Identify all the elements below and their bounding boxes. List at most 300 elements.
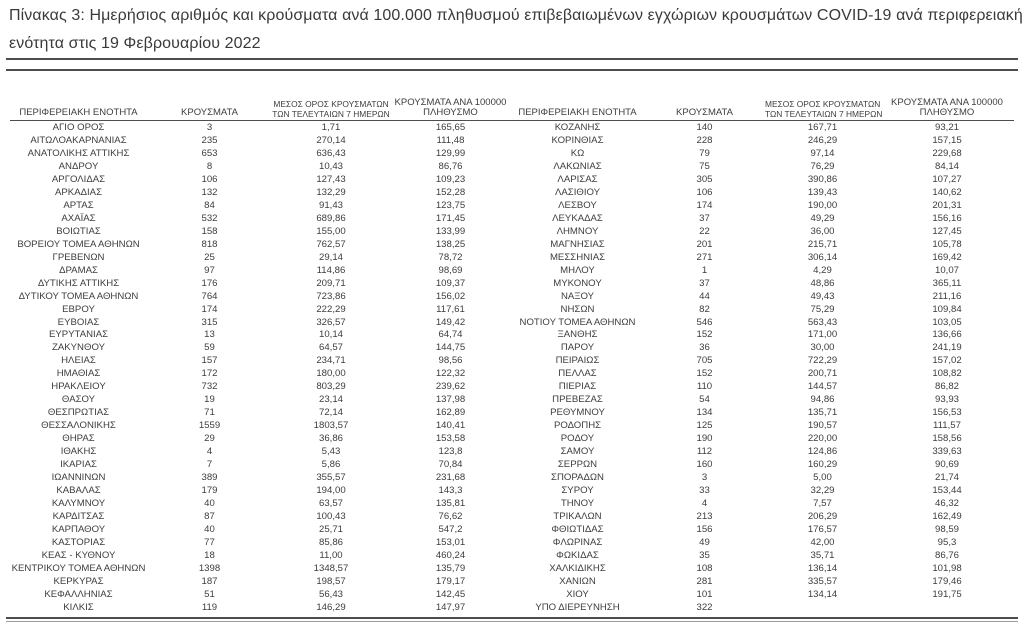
table-row [10, 238, 1014, 251]
region-cell: ΛΗΜΝΟΥ [556, 225, 599, 237]
value-cell: 162,49 [932, 511, 962, 523]
value-cell: 108 [696, 562, 713, 574]
region-cell: ΑΡΚΑΔΙΑΣ [55, 186, 102, 198]
value-cell: 18 [204, 549, 215, 561]
header-avg7-left-line1: ΜΕΣΟΣ ΟΡΟΣ ΚΡΟΥΣΜΑΤΩΝ [273, 99, 389, 110]
region-cell: ΔΡΑΜΑΣ [59, 264, 98, 276]
value-cell: 546 [696, 316, 713, 328]
value-cell: 140 [696, 121, 713, 133]
value-cell: 365,11 [932, 277, 962, 289]
value-cell: 153,01 [435, 536, 466, 548]
header-avg7-left-line2: ΤΩΝ ΤΕΛΕΥΤΑΙΩΝ 7 ΗΜΕΡΩΝ [272, 108, 390, 119]
value-cell: 133,99 [435, 225, 466, 237]
value-cell: 171,45 [435, 212, 466, 224]
value-cell: 229,68 [932, 147, 962, 159]
region-cell: ΑΧΑΪΑΣ [61, 212, 96, 224]
header-region-right: ΠΕΡΙΦΕΡΕΙΑΚΗ ΕΝΟΤΗΤΑ [518, 107, 637, 119]
region-cell: ΝΟΤΙΟΥ ΤΟΜΕΑ ΑΘΗΝΩΝ [519, 316, 636, 328]
value-cell: 200,71 [807, 368, 838, 380]
region-cell: ΣΠΟΡΑΔΩΝ [551, 472, 604, 484]
value-cell: 134,14 [807, 588, 838, 600]
region-cell: ΚΕΑΣ - ΚΥΘΝΟΥ [41, 549, 116, 561]
table-row [10, 458, 1014, 471]
region-cell: ΚΑΡΔΙΤΣΑΣ [52, 511, 105, 523]
header-per100k-left [390, 98, 511, 119]
region-cell: ΚΕΦΑΛΛΗΝΙΑΣ [44, 588, 113, 600]
value-cell: 37 [699, 212, 710, 224]
value-cell: 155,00 [316, 225, 346, 237]
value-cell: 201 [696, 238, 713, 250]
region-cell: ΦΩΚΙΔΑΣ [556, 549, 599, 561]
value-cell: 30,00 [810, 342, 835, 354]
value-cell: 135,79 [435, 562, 466, 574]
table-row [10, 160, 1014, 173]
region-cell: ΛΑΡΙΣΑΣ [557, 173, 598, 185]
value-cell: 339,63 [932, 446, 962, 458]
value-cell: 220,00 [807, 433, 838, 445]
table-row [10, 445, 1014, 458]
table-row [10, 497, 1014, 510]
region-cell: ΜΑΓΝΗΣΙΑΣ [550, 238, 605, 250]
value-cell: 84 [204, 199, 215, 211]
value-cell: 29 [204, 433, 215, 445]
value-cell: 37 [699, 277, 710, 289]
table-row [10, 419, 1014, 432]
value-cell: 156 [696, 524, 713, 536]
value-cell: 40 [204, 498, 215, 510]
value-cell: 762,57 [316, 238, 346, 250]
region-cell: ΜΕΣΣΗΝΙΑΣ [549, 251, 606, 263]
value-cell: 169,42 [932, 251, 962, 263]
value-cell: 4,29 [813, 264, 832, 276]
value-cell: 63,57 [318, 498, 343, 510]
value-cell: 49,29 [810, 212, 835, 224]
value-cell: 705 [696, 355, 713, 367]
region-cell: ΑΝΑΤΟΛΙΚΗΣ ΑΤΤΙΚΗΣ [27, 147, 130, 159]
value-cell: 86,76 [934, 549, 959, 561]
region-cell: ΚΑΣΤΟΡΙΑΣ [51, 536, 106, 548]
table-row [10, 484, 1014, 497]
value-cell: 179,46 [932, 575, 962, 587]
table-row [10, 510, 1014, 523]
region-cell: ΣΕΡΡΩΝ [557, 459, 598, 471]
value-cell: 139,43 [807, 186, 838, 198]
value-cell: 32,29 [810, 485, 835, 497]
region-cell: ΑΓΙΟ ΟΡΟΣ [52, 121, 105, 133]
value-cell: 25 [204, 251, 215, 263]
table-row [10, 601, 1014, 614]
value-cell: 140,41 [435, 420, 466, 432]
value-cell: 389 [201, 472, 218, 484]
region-cell: ΜΥΚΟΝΟΥ [553, 277, 602, 289]
region-cell: ΚΟΡΙΝΘΙΑΣ [551, 134, 604, 146]
value-cell: 84,14 [934, 160, 959, 172]
value-cell: 764 [201, 290, 218, 302]
value-cell: 86,76 [438, 160, 463, 172]
table-row [10, 432, 1014, 445]
header-cases-left: ΚΡΟΥΣΜΑΤΑ [181, 107, 238, 119]
value-cell: 152 [696, 368, 713, 380]
header-per100k-right-line1: ΚΡΟΥΣΜΑΤΑ ΑΝΑ 100000 [891, 96, 1003, 108]
region-cell: ΙΚΑΡΙΑΣ [60, 459, 97, 471]
value-cell: 111,48 [436, 134, 465, 146]
value-cell: 231,68 [435, 472, 466, 484]
value-cell: 59 [204, 342, 215, 354]
region-cell: ΘΕΣΣΑΛΟΝΙΚΗΣ [41, 420, 116, 432]
value-cell: 160 [696, 459, 713, 471]
value-cell: 137,98 [435, 394, 466, 406]
table-row [10, 186, 1014, 199]
value-cell: 100,43 [316, 511, 346, 523]
value-cell: 135,71 [807, 407, 838, 419]
value-cell: 722,29 [807, 355, 838, 367]
region-cell: ΗΛΕΙΑΣ [61, 355, 96, 367]
table-row [10, 121, 1014, 134]
value-cell: 44 [699, 290, 710, 302]
value-cell: 10,14 [318, 329, 343, 341]
value-cell: 91,43 [318, 199, 343, 211]
value-cell: 135,81 [435, 498, 466, 510]
table-row [10, 316, 1014, 329]
region-cell: ΚΑΡΠΑΘΟΥ [51, 524, 106, 536]
value-cell: 172 [201, 368, 218, 380]
value-cell: 33 [699, 485, 710, 497]
header-cases-right: ΚΡΟΥΣΜΑΤΑ [676, 107, 733, 119]
region-cell: ΣΥΡΟΥ [561, 485, 594, 497]
table-body [10, 121, 1014, 614]
value-cell: 93,93 [934, 394, 959, 406]
value-cell: 49 [699, 536, 710, 548]
region-cell: ΚΟΖΑΝΗΣ [554, 121, 601, 133]
region-cell: ΒΟΙΩΤΙΑΣ [56, 225, 101, 237]
value-cell: 1398 [198, 562, 221, 574]
region-cell: ΑΡΤΑΣ [63, 199, 94, 211]
table-row [10, 341, 1014, 354]
value-cell: 127,43 [316, 173, 346, 185]
region-cell: ΕΥΒΟΙΑΣ [57, 316, 100, 328]
value-cell: 132,29 [316, 186, 346, 198]
table-row [10, 225, 1014, 238]
value-cell: 818 [201, 238, 218, 250]
value-cell: 138,25 [435, 238, 466, 250]
value-cell: 149,42 [435, 316, 466, 328]
region-cell: ΤΡΙΚΑΛΩΝ [553, 511, 602, 523]
value-cell: 51 [204, 588, 215, 600]
value-cell: 190 [696, 433, 713, 445]
value-cell: 1,71 [321, 121, 341, 133]
value-cell: 93,21 [934, 121, 959, 133]
value-cell: 109,37 [435, 277, 466, 289]
value-cell: 547,2 [438, 524, 463, 536]
value-cell: 156,02 [435, 290, 466, 302]
value-cell: 1 [701, 264, 708, 276]
region-cell: ΛΕΣΒΟΥ [558, 199, 597, 211]
value-cell: 48,86 [810, 277, 835, 289]
value-cell: 157 [201, 355, 218, 367]
value-cell: 1559 [198, 420, 221, 432]
table-row [10, 367, 1014, 380]
value-cell: 105,78 [932, 238, 962, 250]
table-row [10, 562, 1014, 575]
value-cell: 107,27 [932, 173, 962, 185]
value-cell: 4 [206, 446, 213, 458]
table-row [10, 575, 1014, 588]
region-cell: ΚΕΡΚΥΡΑΣ [53, 575, 104, 587]
value-cell: 36,86 [318, 433, 343, 445]
value-cell: 723,86 [316, 290, 346, 302]
value-cell: 129,99 [435, 147, 466, 159]
value-cell: 1803,57 [313, 420, 349, 432]
table-row [10, 251, 1014, 264]
region-cell: ΚΙΛΚΙΣ [63, 601, 94, 613]
value-cell: 76,29 [810, 160, 835, 172]
value-cell: 123,8 [438, 446, 463, 458]
region-cell: ΘΕΣΠΡΩΤΙΑΣ [47, 407, 110, 419]
region-cell: ΤΗΝΟΥ [560, 498, 595, 510]
value-cell: 71 [204, 407, 215, 419]
value-cell: 270,14 [316, 134, 346, 146]
value-cell: 10,07 [934, 264, 959, 276]
value-cell: 234,71 [316, 355, 346, 367]
table-row [10, 393, 1014, 406]
value-cell: 78,72 [438, 251, 463, 263]
value-cell: 122,32 [435, 368, 466, 380]
region-cell: ΔΥΤΙΚΗΣ ΑΤΤΙΚΗΣ [37, 277, 120, 289]
value-cell: 85,86 [318, 536, 343, 548]
table-row [10, 588, 1014, 601]
value-cell: 106 [696, 186, 713, 198]
region-cell: ΡΟΔΟΥ [560, 433, 595, 445]
region-cell: ΝΑΞΟΥ [560, 290, 595, 302]
value-cell: 179,17 [435, 575, 466, 587]
value-cell: 3 [206, 121, 213, 133]
value-cell: 144,57 [807, 381, 838, 393]
value-cell: 123,75 [435, 199, 466, 211]
value-cell: 636,43 [316, 147, 346, 159]
value-cell: 157,15 [932, 134, 962, 146]
value-cell: 111,57 [933, 420, 961, 432]
table-row [10, 549, 1014, 562]
value-cell: 158 [201, 225, 218, 237]
value-cell: 211,16 [932, 290, 962, 302]
value-cell: 156,16 [932, 212, 962, 224]
value-cell: 95,3 [937, 536, 957, 548]
value-cell: 7 [206, 459, 213, 471]
value-cell: 35 [699, 549, 710, 561]
value-cell: 190,00 [807, 199, 838, 211]
value-cell: 174 [201, 303, 218, 315]
value-cell: 153,58 [435, 433, 466, 445]
region-cell: ΙΘΑΚΗΣ [60, 446, 97, 458]
value-cell: 134 [696, 407, 713, 419]
region-cell: ΔΥΤΙΚΟΥ ΤΟΜΕΑ ΑΘΗΝΩΝ [18, 290, 139, 302]
region-cell: ΓΡΕΒΕΝΩΝ [52, 251, 105, 263]
value-cell: 390,86 [807, 173, 838, 185]
value-cell: 94,86 [810, 394, 835, 406]
value-cell: 114,86 [316, 264, 346, 276]
value-cell: 158,56 [932, 433, 962, 445]
table-row [10, 329, 1014, 342]
region-cell: ΕΒΡΟΥ [62, 303, 95, 315]
table-row [10, 134, 1014, 147]
value-cell: 10,43 [318, 160, 343, 172]
value-cell: 157,02 [932, 355, 962, 367]
value-cell: 124,86 [807, 446, 838, 458]
region-cell: ΚΕΝΤΡΙΚΟΥ ΤΟΜΕΑ ΑΘΗΝΩΝ [11, 562, 146, 574]
value-cell: 25,71 [318, 524, 343, 536]
value-cell: 532 [201, 212, 218, 224]
value-cell: 179 [201, 485, 218, 497]
region-cell: ΚΑΒΑΛΑΣ [56, 485, 101, 497]
value-cell: 5,43 [321, 446, 341, 458]
value-cell: 335,57 [807, 575, 838, 587]
header-avg7-left [272, 100, 390, 119]
table-row [10, 536, 1014, 549]
value-cell: 153,44 [932, 485, 962, 497]
table-row [10, 264, 1014, 277]
value-cell: 239,62 [435, 381, 466, 393]
region-cell: ΗΜΑΘΙΑΣ [56, 368, 101, 380]
value-cell: 322 [696, 601, 713, 613]
value-cell: 355,57 [316, 472, 346, 484]
header-per100k-right [880, 98, 1014, 119]
value-cell: 29,14 [318, 251, 343, 263]
table-row [10, 212, 1014, 225]
table-row [10, 290, 1014, 303]
region-cell: ΜΗΛΟΥ [560, 264, 595, 276]
value-cell: 108,82 [932, 368, 962, 380]
region-cell: ΛΕΥΚΑΔΑΣ [552, 212, 603, 224]
value-cell: 72,14 [318, 407, 343, 419]
header-avg7-right-line2: ΤΩΝ ΤΕΛΕΥΤΑΙΩΝ 7 ΗΜΕΡΩΝ [765, 108, 883, 119]
value-cell: 160,29 [807, 459, 838, 471]
table-row [10, 406, 1014, 419]
value-cell: 112 [696, 446, 713, 458]
region-cell: ΦΘΙΩΤΙΔΑΣ [551, 524, 604, 536]
value-cell: 5,00 [813, 472, 832, 484]
value-cell: 22 [699, 225, 710, 237]
region-cell: ΙΩΑΝΝΙΝΩΝ [51, 472, 106, 484]
region-cell: ΑΙΤΩΛΟΑΚΑΡΝΑΝΙΑΣ [30, 134, 127, 146]
header-avg7-right [765, 99, 883, 119]
value-cell: 11,00 [319, 549, 343, 561]
table-title-line-2: ενότητα στις 19 Φεβρουαρίου 2022 [9, 35, 261, 52]
value-cell: 206,29 [807, 511, 838, 523]
value-cell: 42,00 [810, 536, 835, 548]
value-cell: 213 [696, 511, 713, 523]
value-cell: 1348,57 [313, 562, 349, 574]
table-row [10, 147, 1014, 160]
table-header-row [10, 86, 1014, 121]
region-cell: ΞΑΝΘΗΣ [557, 329, 598, 341]
value-cell: 689,86 [316, 212, 346, 224]
value-cell: 803,29 [316, 381, 346, 393]
value-cell: 56,43 [318, 588, 343, 600]
region-cell: ΡΟΔΟΠΗΣ [553, 420, 602, 432]
value-cell: 190,57 [807, 420, 838, 432]
value-cell: 40 [204, 524, 215, 536]
region-cell: ΥΠΟ ΔΙΕΡΕΥΝΗΣΗ [535, 601, 620, 613]
top-rule-1 [6, 58, 1018, 60]
value-cell: 98,69 [438, 264, 463, 276]
value-cell: 77 [204, 536, 215, 548]
header-avg7-right-line1: ΜΕΣΟΣ ΟΡΟΣ ΚΡΟΥΣΜΑΤΩΝ [765, 99, 881, 110]
value-cell: 146,29 [316, 601, 346, 613]
value-cell: 75 [699, 160, 710, 172]
table-row [10, 199, 1014, 212]
value-cell: 174 [696, 199, 713, 211]
bottom-rule-1 [6, 617, 1018, 619]
region-cell: ΛΑΚΩΝΙΑΣ [553, 160, 602, 172]
value-cell: 54 [699, 394, 710, 406]
region-cell: ΠΕΛΛΑΣ [558, 368, 597, 380]
value-cell: 142,45 [435, 588, 466, 600]
value-cell: 49,43 [810, 290, 835, 302]
region-cell: ΛΑΣΙΘΙΟΥ [554, 186, 601, 198]
value-cell: 98,56 [438, 355, 463, 367]
region-cell: ΝΗΣΩΝ [560, 303, 595, 315]
value-cell: 191,75 [932, 588, 962, 600]
value-cell: 127,45 [932, 225, 962, 237]
value-cell: 101 [696, 588, 713, 600]
region-cell: ΚΩ [570, 147, 585, 159]
region-cell: ΠΑΡΟΥ [560, 342, 595, 354]
bottom-rule-2 [6, 621, 1018, 622]
top-rule-2 [6, 69, 1018, 71]
value-cell: 119 [201, 601, 218, 613]
value-cell: 117,61 [436, 303, 465, 315]
value-cell: 209,71 [316, 277, 346, 289]
value-cell: 35,71 [810, 549, 835, 561]
value-cell: 64,57 [318, 342, 343, 354]
value-cell: 3 [701, 472, 708, 484]
value-cell: 75,29 [810, 303, 835, 315]
value-cell: 136,66 [932, 329, 962, 341]
table-row [10, 380, 1014, 393]
value-cell: 103,05 [932, 316, 962, 328]
value-cell: 176,57 [807, 524, 838, 536]
value-cell: 143,3 [438, 485, 463, 497]
value-cell: 732 [201, 381, 218, 393]
value-cell: 306,14 [807, 251, 838, 263]
region-cell: ΕΥΡΥΤΑΝΙΑΣ [48, 329, 109, 341]
value-cell: 152 [696, 329, 713, 341]
region-cell: ΠΙΕΡΙΑΣ [558, 381, 597, 393]
value-cell: 97 [204, 264, 215, 276]
value-cell: 165,65 [435, 121, 466, 133]
value-cell: 228 [696, 134, 713, 146]
header-per100k-right-line2: ΠΛΗΘΥΣΜΟ [919, 107, 975, 119]
value-cell: 86,82 [934, 381, 959, 393]
value-cell: 187 [201, 575, 218, 587]
table-row [10, 277, 1014, 290]
value-cell: 180,00 [316, 368, 346, 380]
value-cell: 97,14 [810, 147, 835, 159]
value-cell: 162,89 [435, 407, 466, 419]
region-cell: ΑΡΓΟΛΙΔΑΣ [51, 173, 106, 185]
value-cell: 87 [204, 511, 215, 523]
value-cell: 4 [701, 498, 708, 510]
value-cell: 13 [204, 329, 215, 341]
table-row [10, 173, 1014, 186]
table-title-line-1: Πίνακας 3: Ημερήσιος αριθμός και κρούσματα ανά 100.000 πληθυσμού επιβεβαιωμένων εγχώριων κρουσμάτων COVID-19 ανά περιφερειακή [9, 7, 1023, 24]
value-cell: 109,23 [435, 173, 466, 185]
value-cell: 152,28 [435, 186, 466, 198]
header-region-left: ΠΕΡΙΦΕΡΕΙΑΚΗ ΕΝΟΤΗΤΑ [19, 107, 138, 119]
value-cell: 156,53 [932, 407, 962, 419]
value-cell: 98,59 [934, 524, 959, 536]
region-cell: ΘΑΣΟΥ [61, 394, 96, 406]
